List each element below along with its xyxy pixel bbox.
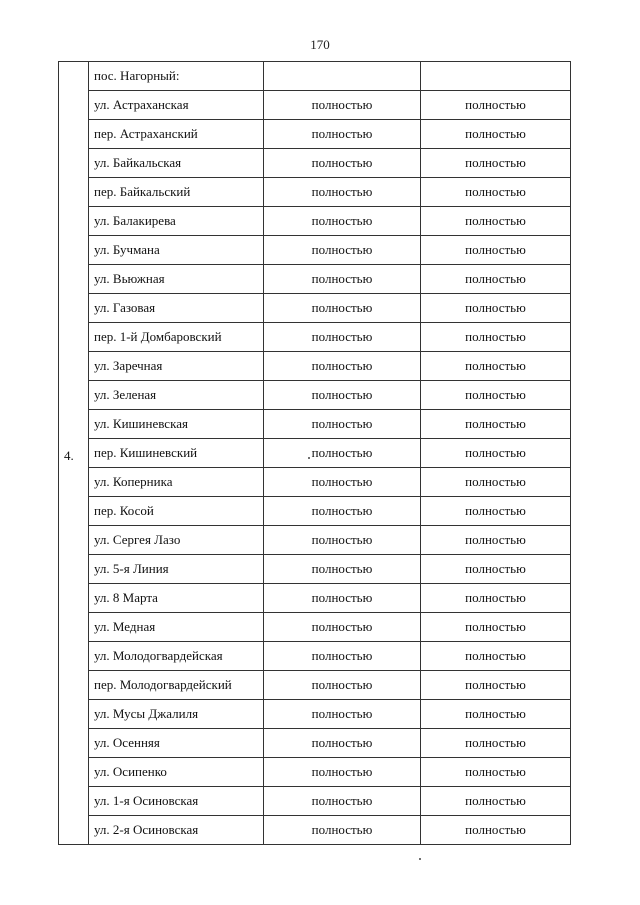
table-row xyxy=(59,526,571,555)
coverage-cell xyxy=(421,294,571,323)
street-name: пер. Кишиневский xyxy=(94,445,198,460)
coverage-cell xyxy=(421,729,571,758)
table-row xyxy=(59,468,571,497)
settlement-name: пос. Нагорный: xyxy=(94,68,180,83)
section-number-cell xyxy=(59,62,89,845)
coverage-value: полностью xyxy=(465,793,526,808)
coverage-value: полностью xyxy=(465,532,526,547)
street-name-cell xyxy=(89,120,264,149)
coverage-cell xyxy=(264,265,421,294)
coverage-cell xyxy=(421,526,571,555)
coverage-value: полностью xyxy=(465,387,526,402)
empty-cell xyxy=(264,62,421,91)
coverage-value: полностью xyxy=(465,242,526,257)
street-name-cell xyxy=(89,178,264,207)
street-name: пер. Косой xyxy=(94,503,154,518)
table-row xyxy=(59,729,571,758)
street-name-cell xyxy=(89,410,264,439)
street-name-cell xyxy=(89,236,264,265)
street-name: ул. 8 Марта xyxy=(94,590,158,605)
street-name: пер. Байкальский xyxy=(94,184,191,199)
coverage-value: полностью xyxy=(311,184,373,199)
coverage-cell xyxy=(421,91,571,120)
coverage-cell xyxy=(264,671,421,700)
coverage-value: полностью xyxy=(465,561,526,576)
coverage-value: полностью xyxy=(311,590,373,605)
coverage-cell xyxy=(421,816,571,845)
coverage-cell xyxy=(421,787,571,816)
street-name-cell xyxy=(89,207,264,236)
coverage-cell xyxy=(421,381,571,410)
coverage-cell xyxy=(264,236,421,265)
street-name: ул. Газовая xyxy=(94,300,156,315)
coverage-cell xyxy=(264,787,421,816)
coverage-cell xyxy=(264,410,421,439)
table-row xyxy=(59,700,571,729)
street-name-cell xyxy=(89,700,264,729)
coverage-cell xyxy=(264,352,421,381)
coverage-value: полностью xyxy=(311,706,373,721)
coverage-cell xyxy=(421,265,571,294)
coverage-cell xyxy=(421,323,571,352)
street-name: ул. Сергея Лазо xyxy=(94,532,181,547)
coverage-cell xyxy=(264,729,421,758)
coverage-cell xyxy=(264,439,421,468)
coverage-cell xyxy=(264,584,421,613)
coverage-value: полностью xyxy=(311,416,373,431)
coverage-cell xyxy=(421,497,571,526)
table-row xyxy=(59,265,571,294)
street-name-cell xyxy=(89,787,264,816)
scan-speck xyxy=(419,858,421,860)
street-name: ул. Балакирева xyxy=(94,213,176,228)
coverage-value: полностью xyxy=(465,474,526,489)
coverage-value: полностью xyxy=(465,155,526,170)
coverage-value: полностью xyxy=(311,677,373,692)
table-row xyxy=(59,671,571,700)
coverage-value: полностью xyxy=(465,648,526,663)
coverage-value: полностью xyxy=(311,619,373,634)
table-row xyxy=(59,555,571,584)
street-name: пер. Молодогвардейский xyxy=(94,677,232,692)
table-row-header xyxy=(59,62,571,91)
coverage-cell xyxy=(421,584,571,613)
coverage-cell xyxy=(264,613,421,642)
table-row xyxy=(59,584,571,613)
street-name: ул. Коперника xyxy=(94,474,173,489)
street-name-cell xyxy=(89,294,264,323)
coverage-value: полностью xyxy=(465,213,526,228)
coverage-cell xyxy=(421,671,571,700)
coverage-value: полностью xyxy=(311,793,373,808)
street-name: пер. Астраханский xyxy=(94,126,198,141)
coverage-value: полностью xyxy=(311,648,373,663)
coverage-value: полностью xyxy=(465,590,526,605)
coverage-cell xyxy=(421,613,571,642)
coverage-cell xyxy=(264,120,421,149)
coverage-cell xyxy=(421,149,571,178)
street-name-cell xyxy=(89,613,264,642)
street-name: ул. Зеленая xyxy=(94,387,157,402)
empty-cell xyxy=(421,62,571,91)
street-name-cell xyxy=(89,149,264,178)
table-row xyxy=(59,758,571,787)
coverage-cell xyxy=(421,410,571,439)
street-name: пер. 1-й Домбаровский xyxy=(94,329,222,344)
coverage-cell xyxy=(264,497,421,526)
coverage-value: полностью xyxy=(465,677,526,692)
street-name: ул. Молодогвардейская xyxy=(94,648,223,663)
coverage-cell xyxy=(264,381,421,410)
table-row xyxy=(59,178,571,207)
coverage-cell xyxy=(264,294,421,323)
coverage-cell xyxy=(264,178,421,207)
street-name-cell xyxy=(89,526,264,555)
street-name-cell xyxy=(89,381,264,410)
coverage-cell xyxy=(264,816,421,845)
table-row xyxy=(59,323,571,352)
coverage-cell xyxy=(421,555,571,584)
table-row xyxy=(59,613,571,642)
coverage-value: полностью xyxy=(311,532,373,547)
street-name: ул. Медная xyxy=(94,619,156,634)
coverage-value: полностью xyxy=(465,735,526,750)
table-row xyxy=(59,294,571,323)
coverage-value: полностью xyxy=(311,503,373,518)
coverage-cell xyxy=(264,642,421,671)
street-name-cell xyxy=(89,584,264,613)
coverage-cell xyxy=(421,642,571,671)
street-name: ул. Вьюжная xyxy=(94,271,165,286)
street-name: ул. Заречная xyxy=(94,358,163,373)
table-row xyxy=(59,120,571,149)
coverage-value: полностью xyxy=(311,387,373,402)
coverage-value: полностью xyxy=(311,764,373,779)
street-name: ул. Осипенко xyxy=(94,764,167,779)
street-name: ул. Мусы Джалиля xyxy=(94,706,199,721)
coverage-cell xyxy=(421,236,571,265)
coverage-cell xyxy=(421,207,571,236)
street-name: ул. Байкальская xyxy=(94,155,182,170)
coverage-cell xyxy=(264,468,421,497)
coverage-cell xyxy=(264,700,421,729)
table-row xyxy=(59,352,571,381)
settlement-name-cell xyxy=(89,62,264,91)
coverage-value: полностью xyxy=(311,735,373,750)
table-row xyxy=(59,381,571,410)
coverage-value: полностью xyxy=(311,97,373,112)
coverage-cell xyxy=(421,758,571,787)
coverage-value: полностью xyxy=(465,184,526,199)
coverage-value: полностью xyxy=(465,445,526,460)
coverage-value: полностью xyxy=(311,329,373,344)
coverage-cell xyxy=(264,555,421,584)
coverage-cell xyxy=(264,91,421,120)
table-row xyxy=(59,149,571,178)
table-row xyxy=(59,642,571,671)
street-name-cell xyxy=(89,555,264,584)
street-name-cell xyxy=(89,352,264,381)
coverage-value: полностью xyxy=(311,822,373,837)
table-row xyxy=(59,439,571,468)
street-name: ул. 1-я Осиновская xyxy=(94,793,199,808)
table-row xyxy=(59,497,571,526)
coverage-value: полностью xyxy=(465,706,526,721)
coverage-cell xyxy=(264,758,421,787)
coverage-cell xyxy=(421,468,571,497)
table-row xyxy=(59,410,571,439)
coverage-value: полностью xyxy=(311,300,373,315)
coverage-value: полностью xyxy=(311,445,373,460)
street-name-cell xyxy=(89,671,264,700)
coverage-cell xyxy=(421,120,571,149)
street-name: ул. Осенняя xyxy=(94,735,160,750)
coverage-value: полностью xyxy=(465,764,526,779)
street-name: ул. 5-я Линия xyxy=(94,561,169,576)
coverage-cell xyxy=(264,526,421,555)
street-name-cell xyxy=(89,642,264,671)
coverage-cell xyxy=(421,439,571,468)
coverage-value: полностью xyxy=(465,416,526,431)
coverage-value: полностью xyxy=(465,329,526,344)
street-name-cell xyxy=(89,265,264,294)
street-name-cell xyxy=(89,729,264,758)
coverage-cell xyxy=(421,352,571,381)
section-number: 4. xyxy=(64,447,74,463)
coverage-value: полностью xyxy=(311,126,373,141)
coverage-value: полностью xyxy=(465,300,526,315)
coverage-value: полностью xyxy=(465,271,526,286)
street-name-cell xyxy=(89,497,264,526)
table-row xyxy=(59,787,571,816)
street-name-cell xyxy=(89,468,264,497)
coverage-value: полностью xyxy=(311,358,373,373)
coverage-value: полностью xyxy=(311,242,373,257)
coverage-cell xyxy=(421,178,571,207)
street-name: ул. Бучмана xyxy=(94,242,160,257)
table-row xyxy=(59,207,571,236)
coverage-value: полностью xyxy=(465,97,526,112)
coverage-value: полностью xyxy=(311,474,373,489)
coverage-value: полностью xyxy=(311,271,373,286)
coverage-cell xyxy=(264,323,421,352)
coverage-value: полностью xyxy=(311,155,373,170)
coverage-cell xyxy=(264,149,421,178)
street-name: ул. 2-я Осиновская xyxy=(94,822,199,837)
table-row xyxy=(59,816,571,845)
coverage-value: полностью xyxy=(465,822,526,837)
coverage-cell xyxy=(421,700,571,729)
street-name: ул. Кишиневская xyxy=(94,416,188,431)
coverage-value: полностью xyxy=(465,619,526,634)
street-table xyxy=(58,61,571,845)
street-name-cell xyxy=(89,758,264,787)
coverage-value: полностью xyxy=(465,126,526,141)
street-name: ул. Астраханская xyxy=(94,97,189,112)
scan-speck xyxy=(308,457,310,459)
street-name-cell xyxy=(89,816,264,845)
table-body xyxy=(59,62,571,845)
street-name-cell xyxy=(89,439,264,468)
table-row xyxy=(59,236,571,265)
table-row xyxy=(59,91,571,120)
coverage-value: полностью xyxy=(465,503,526,518)
coverage-value: полностью xyxy=(465,358,526,373)
street-name-cell xyxy=(89,91,264,120)
street-name-cell xyxy=(89,323,264,352)
coverage-value: полностью xyxy=(311,561,373,576)
coverage-cell xyxy=(264,207,421,236)
page-number: 170 xyxy=(310,37,330,52)
coverage-value: полностью xyxy=(311,213,373,228)
